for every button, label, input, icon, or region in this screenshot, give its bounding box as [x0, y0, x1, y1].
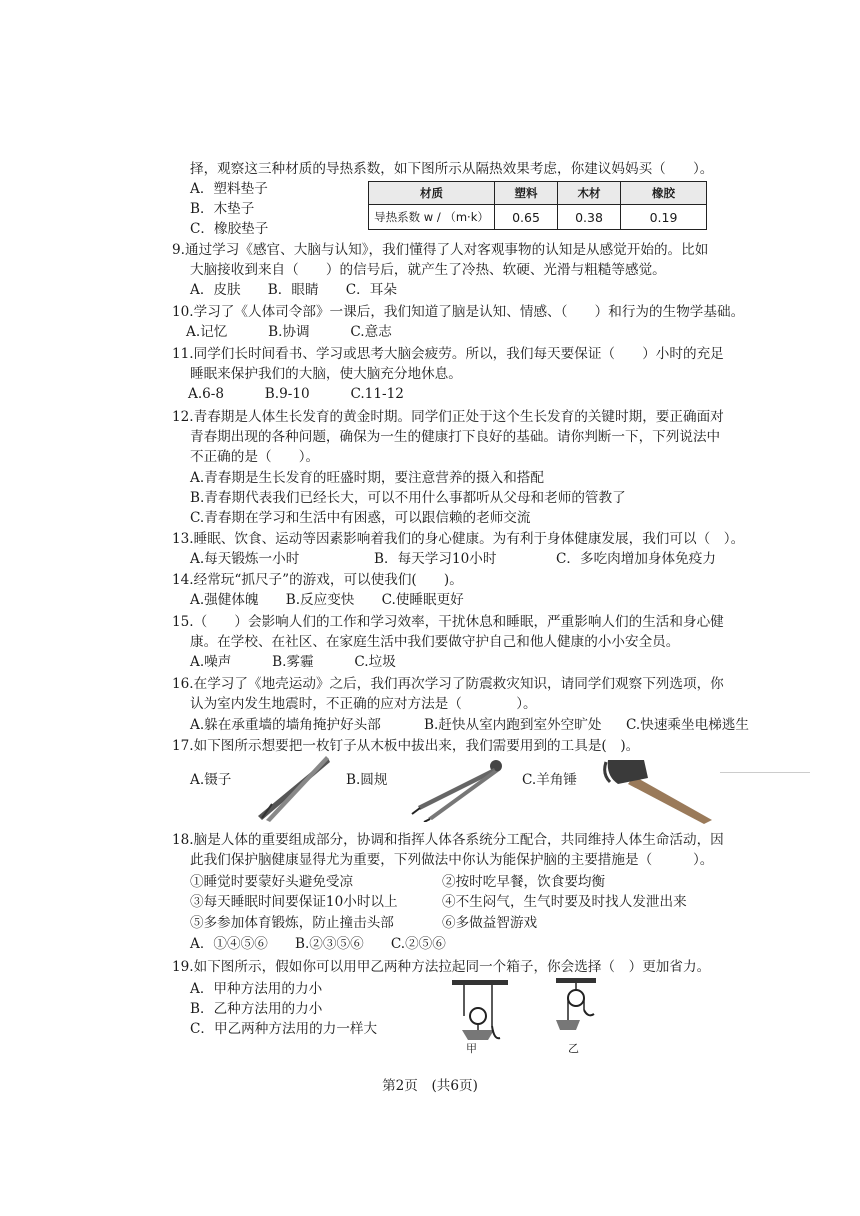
table-header-rubber: 橡胶 [621, 182, 707, 205]
q10-options: A.记忆 B.协调 C.意志 [186, 324, 392, 340]
table-header-plastic: 塑料 [495, 182, 558, 205]
q9-line1: 9.通过学习《感官、大脑与认知》，我们懂得了人对客观事物的认知是从感觉开始的。比如 [172, 242, 709, 258]
table-row-label: 导热系数 w / （m·k） [369, 205, 495, 230]
tweezers-icon [252, 754, 332, 824]
table-value-rubber: 0.19 [621, 205, 707, 230]
table-header-wood: 木材 [558, 182, 621, 205]
q15-line2: 康。在学校、在社区、在家庭生活中我们要做守护自己和他人健康的小小安全员。 [190, 634, 680, 650]
q16-line1: 16.在学习了《地壳运动》之后，我们再次学习了防震救灾知识，请同学们观察下列选项，你 [172, 676, 724, 692]
page-footer: 第2页 (共6页) [382, 1078, 478, 1094]
q12-line2: 青春期出现的各种问题，确保为一生的健康打下良好的基础。请你判断一下，下列说法中 [190, 429, 721, 445]
table-value-row [369, 205, 707, 230]
q9-line2: 大脑接收到来自（ ）的信号后，就产生了冷热、软硬、光滑与粗糙等感觉。 [190, 262, 666, 278]
q17-option-b: B.圆规 [346, 772, 388, 788]
claw-hammer-icon [600, 754, 720, 826]
q11-line1: 11.同学们长时间看书、学习或思考大脑会疲劳。所以，我们每天要保证（ ）小时的充足 [172, 346, 724, 362]
q18-item-1: ①睡觉时要蒙好头避免受凉 [190, 874, 354, 890]
table-value-plastic: 0.65 [495, 205, 558, 230]
q10-line1: 10.学习了《人体司令部》一课后，我们知道了脑是认知、情感、（ ）和行为的生物学基础。 [172, 304, 745, 320]
q16-option-a: A.躲在承重墙的墙角掩护好头部 [190, 717, 381, 733]
table-value-wood: 0.38 [558, 205, 621, 230]
q19-option-c: C．甲乙两种方法用的力一样大 [190, 1021, 378, 1037]
q14-line1: 14.经常玩“抓尺子”的游戏，可以使我们( )。 [172, 572, 463, 588]
q17-line1: 17.如下图所示想要把一枚钉子从木板中拔出来，我们需要用到的工具是( )。 [172, 738, 640, 754]
scan-line [720, 772, 810, 773]
q15-line1: 15.（ ）会影响人们的工作和学习效率，干扰休息和睡眠，严重影响人们的生活和身心健 [172, 614, 724, 630]
q14-options: A.强健体魄 B.反应变快 C.使睡眠更好 [190, 592, 464, 608]
q12-option-b: B.青春期代表我们已经长大，可以不用什么事都听从父母和老师的管教了 [190, 490, 626, 506]
q18-item-6: ⑥多做益智游戏 [442, 915, 538, 931]
q18-options: A．①④⑤⑥ B.②③⑤⑥ C.②⑤⑥ [190, 936, 446, 952]
pulley-jia-label: 甲 [466, 1042, 477, 1055]
q8-option-a: A．塑料垫子 [190, 181, 268, 197]
q12-line3: 不正确的是（ ）。 [190, 449, 320, 465]
q18-item-4: ④不生闷气，生气时要及时找人发泄出来 [442, 894, 687, 910]
q18-line1: 18.脑是人体的重要组成部分，协调和指挥人体各系统分工配合，共同维持人体生命活动，因 [172, 832, 724, 848]
q18-item-3: ③每天睡眠时间要保证10小时以上 [190, 894, 398, 910]
q18-item-2: ②按时吃早餐，饮食要均衡 [442, 874, 606, 890]
q19-line1: 19.如下图所示，假如你可以用甲乙两种方法拉起同一个箱子，你会选择（ ）更加省力。 [172, 959, 711, 975]
table-header-material: 材质 [369, 182, 495, 205]
q12-option-a: A.青春期是生长发育的旺盛时期，要注意营养的摄入和搭配 [190, 470, 544, 486]
q13-line1: 13.睡眠、饮食、运动等因素影响着我们的身心健康。为有利于身体健康发展，我们可以（ ）。 [172, 531, 745, 547]
q12-line1: 12.青春期是人体生长发育的黄金时期。同学们正处于这个生长发育的关键时期，要正确面对 [172, 409, 724, 425]
thermal-conductivity-table [368, 181, 707, 230]
q13-option-c: C．多吃肉增加身体免疫力 [556, 551, 716, 567]
q15-options: A.噪声 B.雾霾 C.垃圾 [190, 654, 396, 670]
q9-options: A．皮肤 B．眼睛 C．耳朵 [190, 282, 397, 298]
pulley-yi-label: 乙 [568, 1042, 579, 1055]
q16-line2: 认为室内发生地震时，不正确的应对方法是（ ）。 [190, 696, 537, 712]
q19-option-a: A．甲种方法用的力小 [190, 981, 323, 997]
q16-option-b: B.赶快从室内跑到室外空旷处 [424, 717, 602, 733]
q18-line2: 此我们保护脑健康显得尤为重要，下列做法中你认为能保护脑的主要措施是（ ）。 [190, 852, 714, 868]
compass-icon [408, 756, 508, 822]
q17-option-c: C.羊角锤 [522, 772, 578, 788]
q11-line2: 睡眠来保护我们的大脑，使大脑充分地休息。 [190, 366, 462, 382]
q8-option-b: B．木垫子 [190, 201, 255, 217]
q19-option-b: B．乙种方法用的力小 [190, 1001, 323, 1017]
q13-option-a: A.每天锻炼一小时 [190, 551, 300, 567]
q8-line1: 择，观察这三种材质的导热系数，如下图所示从隔热效果考虑，你建议妈妈买（ ）。 [190, 161, 714, 177]
q13-option-b: B．每天学习10小时 [374, 551, 497, 567]
q18-item-5: ⑤多参加体育锻炼，防止撞击头部 [190, 915, 394, 931]
q11-options: A.6-8 B.9-10 C.11-12 [188, 386, 404, 402]
q16-option-c: C.快速乘坐电梯逃生 [626, 717, 749, 733]
q8-option-c: C．橡胶垫子 [190, 221, 269, 237]
q17-option-a: A.镊子 [190, 772, 232, 788]
table-header-row [369, 182, 707, 205]
pulley-jia-icon [448, 978, 518, 1058]
q12-option-c: C.青春期在学习和生活中有困惑，可以跟信赖的老师交流 [190, 510, 531, 526]
